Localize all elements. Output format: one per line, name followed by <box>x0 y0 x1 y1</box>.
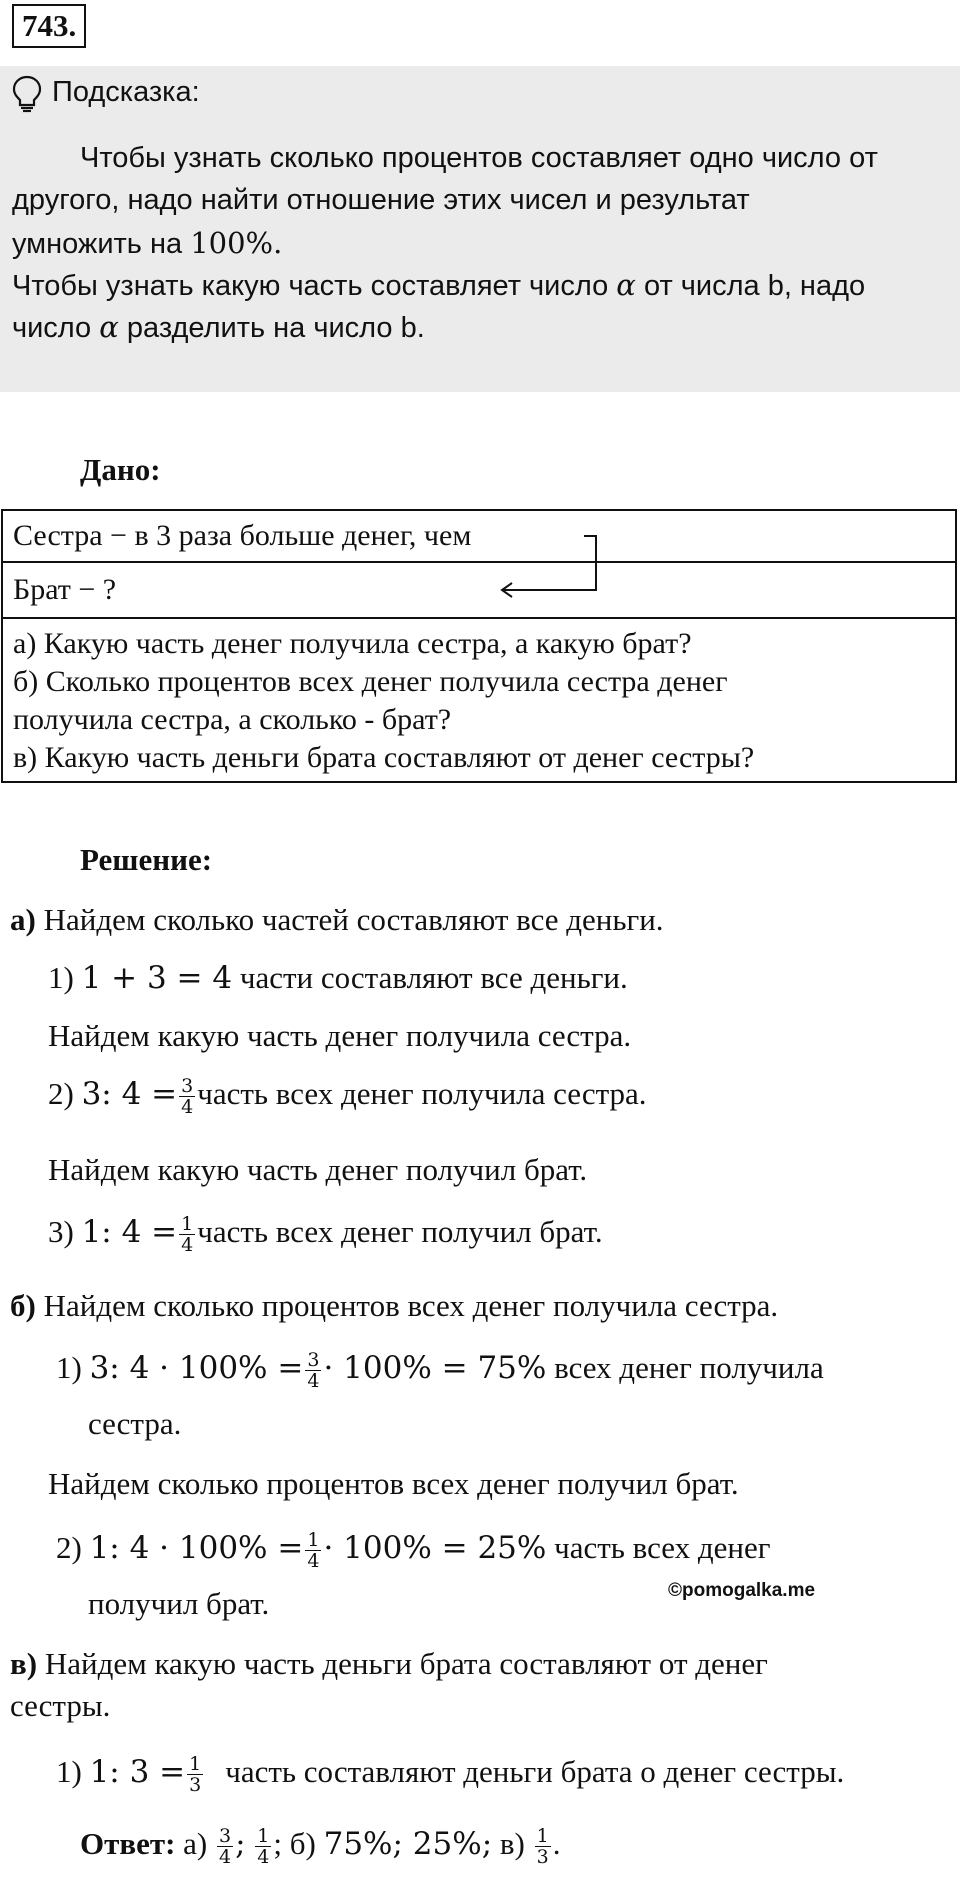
answer: Ответ: а) $\frac{3}{4}$ ; $\frac{1}{4}$ ; б) 75%; 25%; в) $\frac{1}{3}$ . <box>80 1825 561 1869</box>
problem-number: 743. <box>12 4 86 48</box>
hint-line: Чтобы узнать сколько процентов составляет одно число от <box>80 142 878 174</box>
part-c-heading: в) Найдем какую часть деньги брата составляют от денег <box>10 1646 768 1681</box>
fraction: $\frac{1}{4}$ <box>307 1529 320 1573</box>
fraction: $\frac{1}{4}$ <box>181 1213 194 1257</box>
lightbulb-icon <box>10 74 44 114</box>
part-b-heading: б) Найдем сколько процентов всех денег получила сестра. <box>10 1288 779 1323</box>
part-c-heading-cont: сестры. <box>10 1688 111 1723</box>
watermark: ©pomogalka.me <box>668 1580 816 1601</box>
given-table <box>1 509 957 783</box>
step-b1-cont: сестра. <box>88 1406 182 1441</box>
fraction: $\frac{1}{3}$ <box>189 1753 202 1797</box>
hint-line: Чтобы узнать какую часть составляет число α от числа b, надо <box>12 268 866 302</box>
given-row-sister: Сестра − в 3 раза больше денег, чем <box>2 510 956 562</box>
step-a1: 1) 1 + 3 = 4 части составляют все деньги. <box>48 960 628 996</box>
solution-title: Решение: <box>80 842 213 877</box>
given-questions: а) Какую часть денег получила сестра, а какую брат? б) Сколько процентов всех денег получила сестра денег получила сестра, а сколько - брат? в) Какую часть деньги брата составляют от денег сестры? <box>2 618 956 782</box>
hint-line: число α разделить на число b. <box>12 310 425 344</box>
comparison-arrow <box>490 530 610 600</box>
fraction: $\frac{1}{4}$ <box>257 1825 270 1869</box>
step-b1: 1) 3: 4 · 100% = $\frac{3}{4}$ · 100% = 75% всех денег получила <box>56 1349 824 1393</box>
fraction: $\frac{3}{4}$ <box>181 1075 194 1119</box>
step-b2-cont: получил брат. <box>88 1586 270 1621</box>
given-title: Дано: <box>80 452 161 487</box>
step-a2: 2) 3: 4 = $\frac{3}{4}$ часть всех денег получила сестра. <box>48 1075 647 1119</box>
given-row-brother: Брат − ? <box>2 562 956 618</box>
step-b2: 2) 1: 4 · 100% = $\frac{1}{4}$ · 100% = 25% часть всех денег <box>56 1529 771 1573</box>
fraction: $\frac{3}{4}$ <box>219 1825 232 1869</box>
step-c1: 1) 1: 3 = $\frac{1}{3}$ часть составляют деньги брата о денег сестры. <box>56 1753 845 1797</box>
fraction: $\frac{1}{3}$ <box>536 1825 549 1869</box>
step-a3: 3) 1: 4 = $\frac{1}{4}$ часть всех денег получил брат. <box>48 1213 603 1257</box>
step-b2-intro: Найдем сколько процентов всех денег получил брат. <box>48 1466 739 1501</box>
fraction: $\frac{3}{4}$ <box>307 1349 320 1393</box>
hint-title: Подсказка: <box>52 76 200 108</box>
hint-line: другого, надо найти отношение этих чисел и результат <box>12 184 750 216</box>
part-a-heading: а) Найдем сколько частей составляют все деньги. <box>10 902 664 937</box>
step-a3-intro: Найдем какую часть денег получил брат. <box>48 1152 588 1187</box>
step-a2-intro: Найдем какую часть денег получила сестра. <box>48 1018 632 1053</box>
hint-line: умножить на 100%. <box>12 226 283 260</box>
